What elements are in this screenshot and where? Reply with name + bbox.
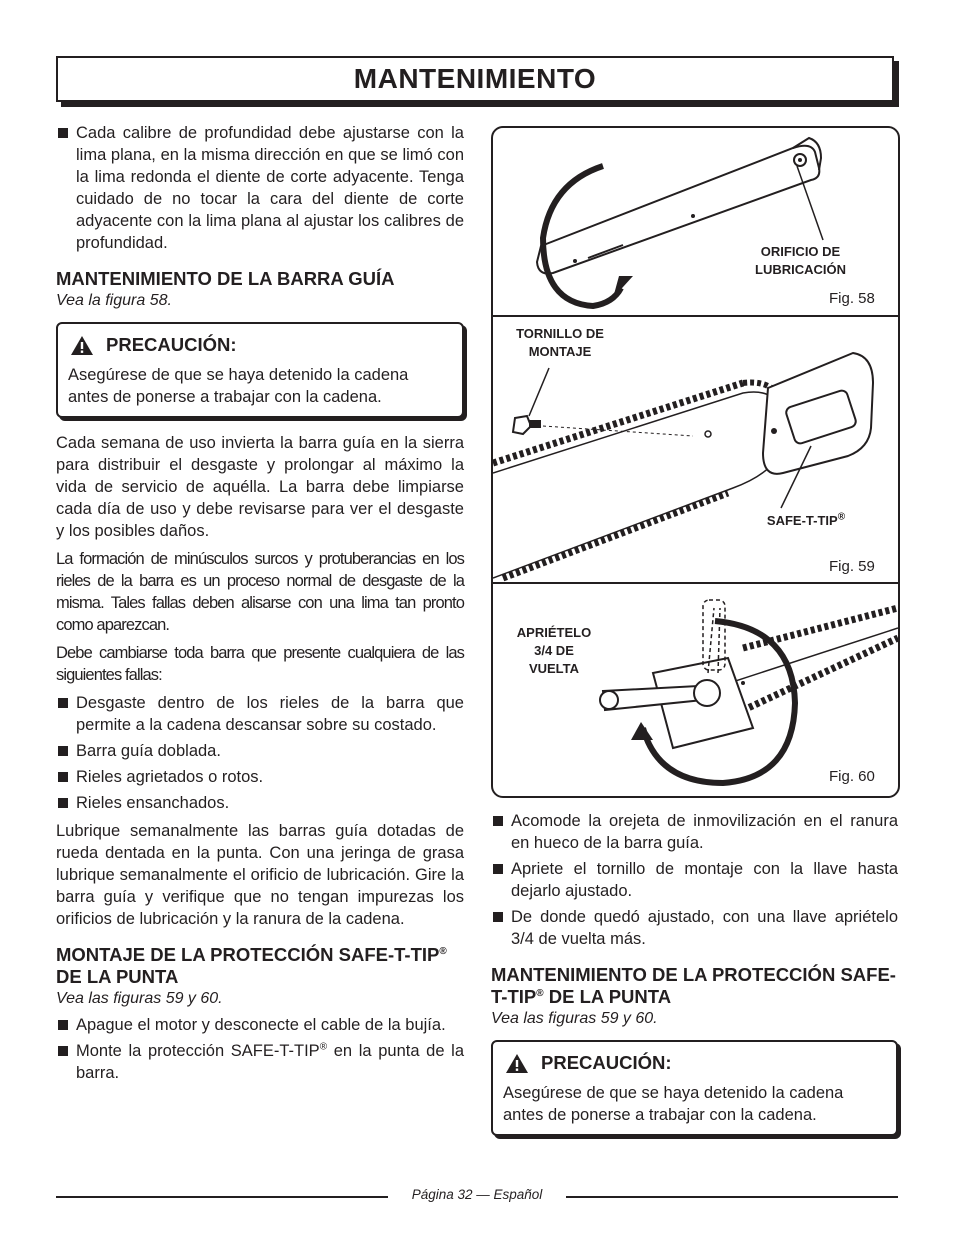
footer-rule-left xyxy=(56,1196,388,1198)
paragraph: La formación de minúsculos surcos y protuberancias en los rieles de la barra es un proceso normal de desgaste de la misma. Tales fallas deben alisarse con una lima tan pronto como aparezcan. xyxy=(56,550,464,634)
mounting-screw-icon xyxy=(513,416,541,434)
fig60-label: Fig. 60 xyxy=(829,768,875,785)
list-item: Barra guía doblada. xyxy=(56,740,464,762)
caution-title: PRECAUCIÓN: xyxy=(541,1052,672,1073)
paragraph: Debe cambiarse toda barra que presente cualquiera de las siguientes fallas: xyxy=(56,644,464,684)
fig60-callout: APRIÉTELO 3/4 DE VUELTA xyxy=(516,625,592,676)
figure-panel xyxy=(491,126,900,798)
section-heading-bar-maintenance: MANTENIMIENTO DE LA BARRA GUÍA xyxy=(56,268,395,289)
page-title: MANTENIMIENTO xyxy=(56,56,894,102)
section-heading-tip-maintenance: MANTENIMIENTO DE LA PROTECCIÓN SAFE-T-TIP® DE LA PUNTA xyxy=(491,964,896,1007)
fig59-screw-callout: TORNILLO DE MONTAJE xyxy=(516,326,604,359)
fault-list xyxy=(56,692,464,814)
section-heading-install: MONTAJE DE LA PROTECCIÓN SAFE-T-TIP® DE LA PUNTA xyxy=(56,944,447,987)
install-steps xyxy=(56,1014,464,1084)
page-footer: Página 32 — Español xyxy=(411,1187,543,1202)
list-item: Apriete el tornillo de montaje con la llave hasta dejarlo ajustado. xyxy=(491,858,898,902)
left-column xyxy=(56,122,464,1090)
warning-triangle-icon xyxy=(70,335,94,356)
list-item: De donde quedó ajustado, con una llave apriételo 3/4 de vuelta más. xyxy=(491,906,898,950)
intro-list xyxy=(56,122,464,254)
fig59-chain-drawing xyxy=(493,353,873,578)
fig58-guide-bar-drawing xyxy=(537,138,823,306)
caution-box xyxy=(491,1040,898,1136)
caution-header xyxy=(503,1052,886,1074)
fig59-label: Fig. 59 xyxy=(829,558,875,575)
footer-rule-right xyxy=(566,1196,898,1198)
list-item: Acomode la orejeta de inmovilización en el ranura en hueco de la barra guía. xyxy=(491,810,898,854)
paragraph: Lubrique semanalmente las barras guía dotadas de rueda dentada en la punta. Con una jeringa de grasa lubrique semanalmente el orificio de lubricación. Gire la barra guía y verifique que no tengan impurezas los orificios de lubricación y la ranura de la cadena. xyxy=(56,822,464,928)
list-item: Rieles agrietados o rotos. xyxy=(56,766,464,788)
caution-title: PRECAUCIÓN: xyxy=(106,334,237,355)
fig58-callout: ORIFICIO DE LUBRICACIÓN xyxy=(755,244,846,277)
caution-text: Asegúrese de que se haya detenido la cadena antes de ponerse a trabajar con la cadena. xyxy=(503,1084,844,1124)
list-item: Rieles ensanchados. xyxy=(56,792,464,814)
caution-box xyxy=(56,322,464,418)
caution-text: Asegúrese de que se haya detenido la cadena antes de ponerse a trabajar con la cadena. xyxy=(68,366,409,406)
list-item: Apague el motor y desconecte el cable de la bujía. xyxy=(56,1014,464,1036)
fig58-label: Fig. 58 xyxy=(829,290,875,307)
figure-reference: Vea las figuras 59 y 60. xyxy=(491,1010,658,1027)
list-item: Desgaste dentro de los rieles de la barra que permite a la cadena descansar sobre su costado. xyxy=(56,692,464,736)
paragraph: Cada semana de uso invierta la barra guía en la sierra para distribuir el desgaste y prolongar al máximo la vida de servicio de aquélla. La barra debe limpiarse cada día de uso y debe revisarse para ver el desgaste y los posibles daños. xyxy=(56,434,464,540)
install-steps-continued xyxy=(491,810,898,950)
figure-illustrations xyxy=(493,128,898,796)
caution-header xyxy=(68,334,452,356)
figure-reference: Vea las figuras 59 y 60. xyxy=(56,990,223,1007)
fig59-tip-callout: SAFE-T-TIP® xyxy=(766,511,846,528)
list-item: Cada calibre de profundidad debe ajustarse con la lima plana, en la misma dirección en que se limó con la lima redonda el diente de corte adyacente. Tenga cuidado de no tocar la cara del diente de corte adyacente con la lima plana al ajustar los calibres de profundidad. xyxy=(56,122,464,254)
fig60-wrench-drawing xyxy=(600,600,898,783)
right-column xyxy=(491,810,898,1150)
warning-triangle-icon xyxy=(505,1053,529,1074)
figure-reference: Vea la figura 58. xyxy=(56,292,172,309)
list-item: Monte la protección SAFE-T-TIP® en la punta de la barra. xyxy=(56,1040,464,1084)
